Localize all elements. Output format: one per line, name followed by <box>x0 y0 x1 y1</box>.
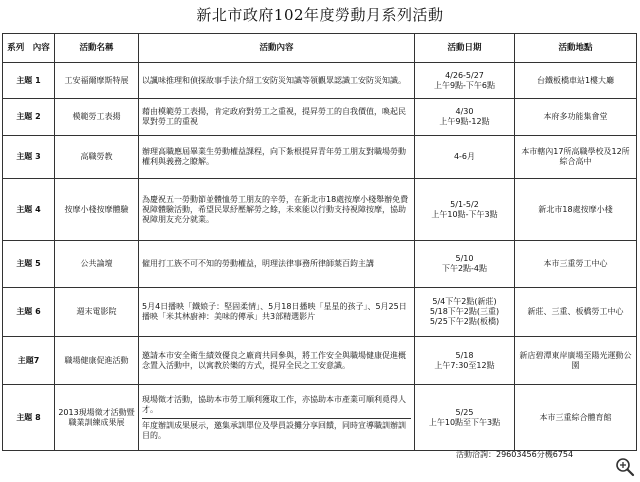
row-location: 台鐵板橋車站1樓大廳 <box>515 63 637 99</box>
row-theme: 主題7 <box>3 337 55 385</box>
table-header-row <box>3 34 637 63</box>
row-content: 現場徵才活動，協助本市勞工順利獲取工作，亦協助本市產業可順利覓得人才。 <box>142 394 406 414</box>
table-row <box>3 63 637 99</box>
table-row <box>3 179 637 241</box>
header-location: 活動地點 <box>515 34 637 63</box>
row-date: 5/25 上午10點至下午3點 <box>415 385 515 451</box>
table-row <box>3 288 637 337</box>
row-date: 5/4下午2點(新莊) 5/18下午2點(三重) 5/25下午2點(板橋) <box>415 288 515 337</box>
header-content: 活動內容 <box>139 34 415 63</box>
activity-table <box>2 33 637 451</box>
row-theme: 主題 2 <box>3 99 55 136</box>
header-date: 活動日期 <box>415 34 515 63</box>
row-date: 4/30 上午9點-12點 <box>415 99 515 136</box>
row-content: 為慶祝五一勞動節並體恤勞工朋友的辛勞，在新北市18處按摩小棧舉辦免費視障體驗活動，希望民眾紓壓解勞之餘，未來能以行動支持視障按摩，協助視障朋友充分就業。 <box>139 179 415 241</box>
row-content: 僱用打工族不可不知的勞動權益，明理法律事務所律師葉百鈞主講 <box>139 241 415 288</box>
row-name: 公共論壇 <box>55 241 139 288</box>
row-location: 新店碧潭東岸廣場至陽光運動公園 <box>515 337 637 385</box>
row-location: 本市三重勞工中心 <box>515 241 637 288</box>
row-name: 週末電影院 <box>55 288 139 337</box>
header-name: 活動名稱 <box>55 34 139 63</box>
header-series: 系列 內容 <box>3 34 55 63</box>
row-date: 4/26-5/27 上午9點-下午6點 <box>415 63 515 99</box>
row-content: 邀請本市安全衛生績效優良之廠商共同參與，將工作安全與職場健康促進概念置入活動中，以寓教於樂的方式，提昇全民之工安意識。 <box>139 337 415 385</box>
row-theme: 主題 5 <box>3 241 55 288</box>
row-date: 5/10 下午2點-4點 <box>415 241 515 288</box>
row-location: 本市三重綜合體育館 <box>515 385 637 451</box>
row-name: 職場健康促進活動 <box>55 337 139 385</box>
row-theme: 主題 4 <box>3 179 55 241</box>
row-date: 5/18 上午7:30至12點 <box>415 337 515 385</box>
row-theme: 主題 6 <box>3 288 55 337</box>
row-name: 工安福爾摩斯特展 <box>55 63 139 99</box>
zoom-in-icon[interactable] <box>614 456 636 478</box>
row-date: 4-6月 <box>415 136 515 179</box>
row-name: 模範勞工表揚 <box>55 99 139 136</box>
row-date: 5/1-5/2 上午10點-下午3點 <box>415 179 515 241</box>
row-location: 新莊、三重、板橋勞工中心 <box>515 288 637 337</box>
table-row <box>3 337 637 385</box>
row-name: 按摩小棧按摩體驗 <box>55 179 139 241</box>
row-content: 以諷味推理和偵探故事手法介紹工安防災知識等領觀眾認識工安防災知識。 <box>139 63 415 99</box>
table-row <box>3 99 637 136</box>
row-location: 本市轄內17所高職學校及12所綜合高中 <box>515 136 637 179</box>
row-theme: 主題 1 <box>3 63 55 99</box>
contact-footer: 活動洽詢：29603456分機6754 <box>456 450 574 459</box>
table-row <box>3 241 637 288</box>
row-content-cell <box>139 385 415 451</box>
row-content: 藉由模範勞工表揚，肯定政府對勞工之重視，提昇勞工的自我價值，喚起民眾對勞工的重視 <box>139 99 415 136</box>
row-location: 本府多功能集會堂 <box>515 99 637 136</box>
row-theme: 主題 3 <box>3 136 55 179</box>
row-content: 辦理高職應屆畢業生勞動權益課程，向下紮根提昇青年勞工朋友對職場勞動權利與義務之瞭解。 <box>139 136 415 179</box>
table-row <box>3 385 637 451</box>
row-content: 5月4日播映「鐵娘子：堅固柔情」、5月18日播映「星星的孩子」、5月25日播映「米其林廚神：美味的傳承」共3部精選影片 <box>139 288 415 337</box>
row-name: 2013現場徵才活動暨職業訓練成果展 <box>55 385 139 451</box>
row-name: 高職勞教 <box>55 136 139 179</box>
row-location: 新北市18處按摩小棧 <box>515 179 637 241</box>
table-row <box>3 136 637 179</box>
row-theme: 主題 8 <box>3 385 55 451</box>
page-title: 新北市政府102年度勞動月系列活動 <box>196 6 444 24</box>
row-content-secondary: 年度辦訓成果展示，邀集承訓單位及學員設攤分享回饋，同時宣導職訓辦訓目的。 <box>142 418 411 441</box>
